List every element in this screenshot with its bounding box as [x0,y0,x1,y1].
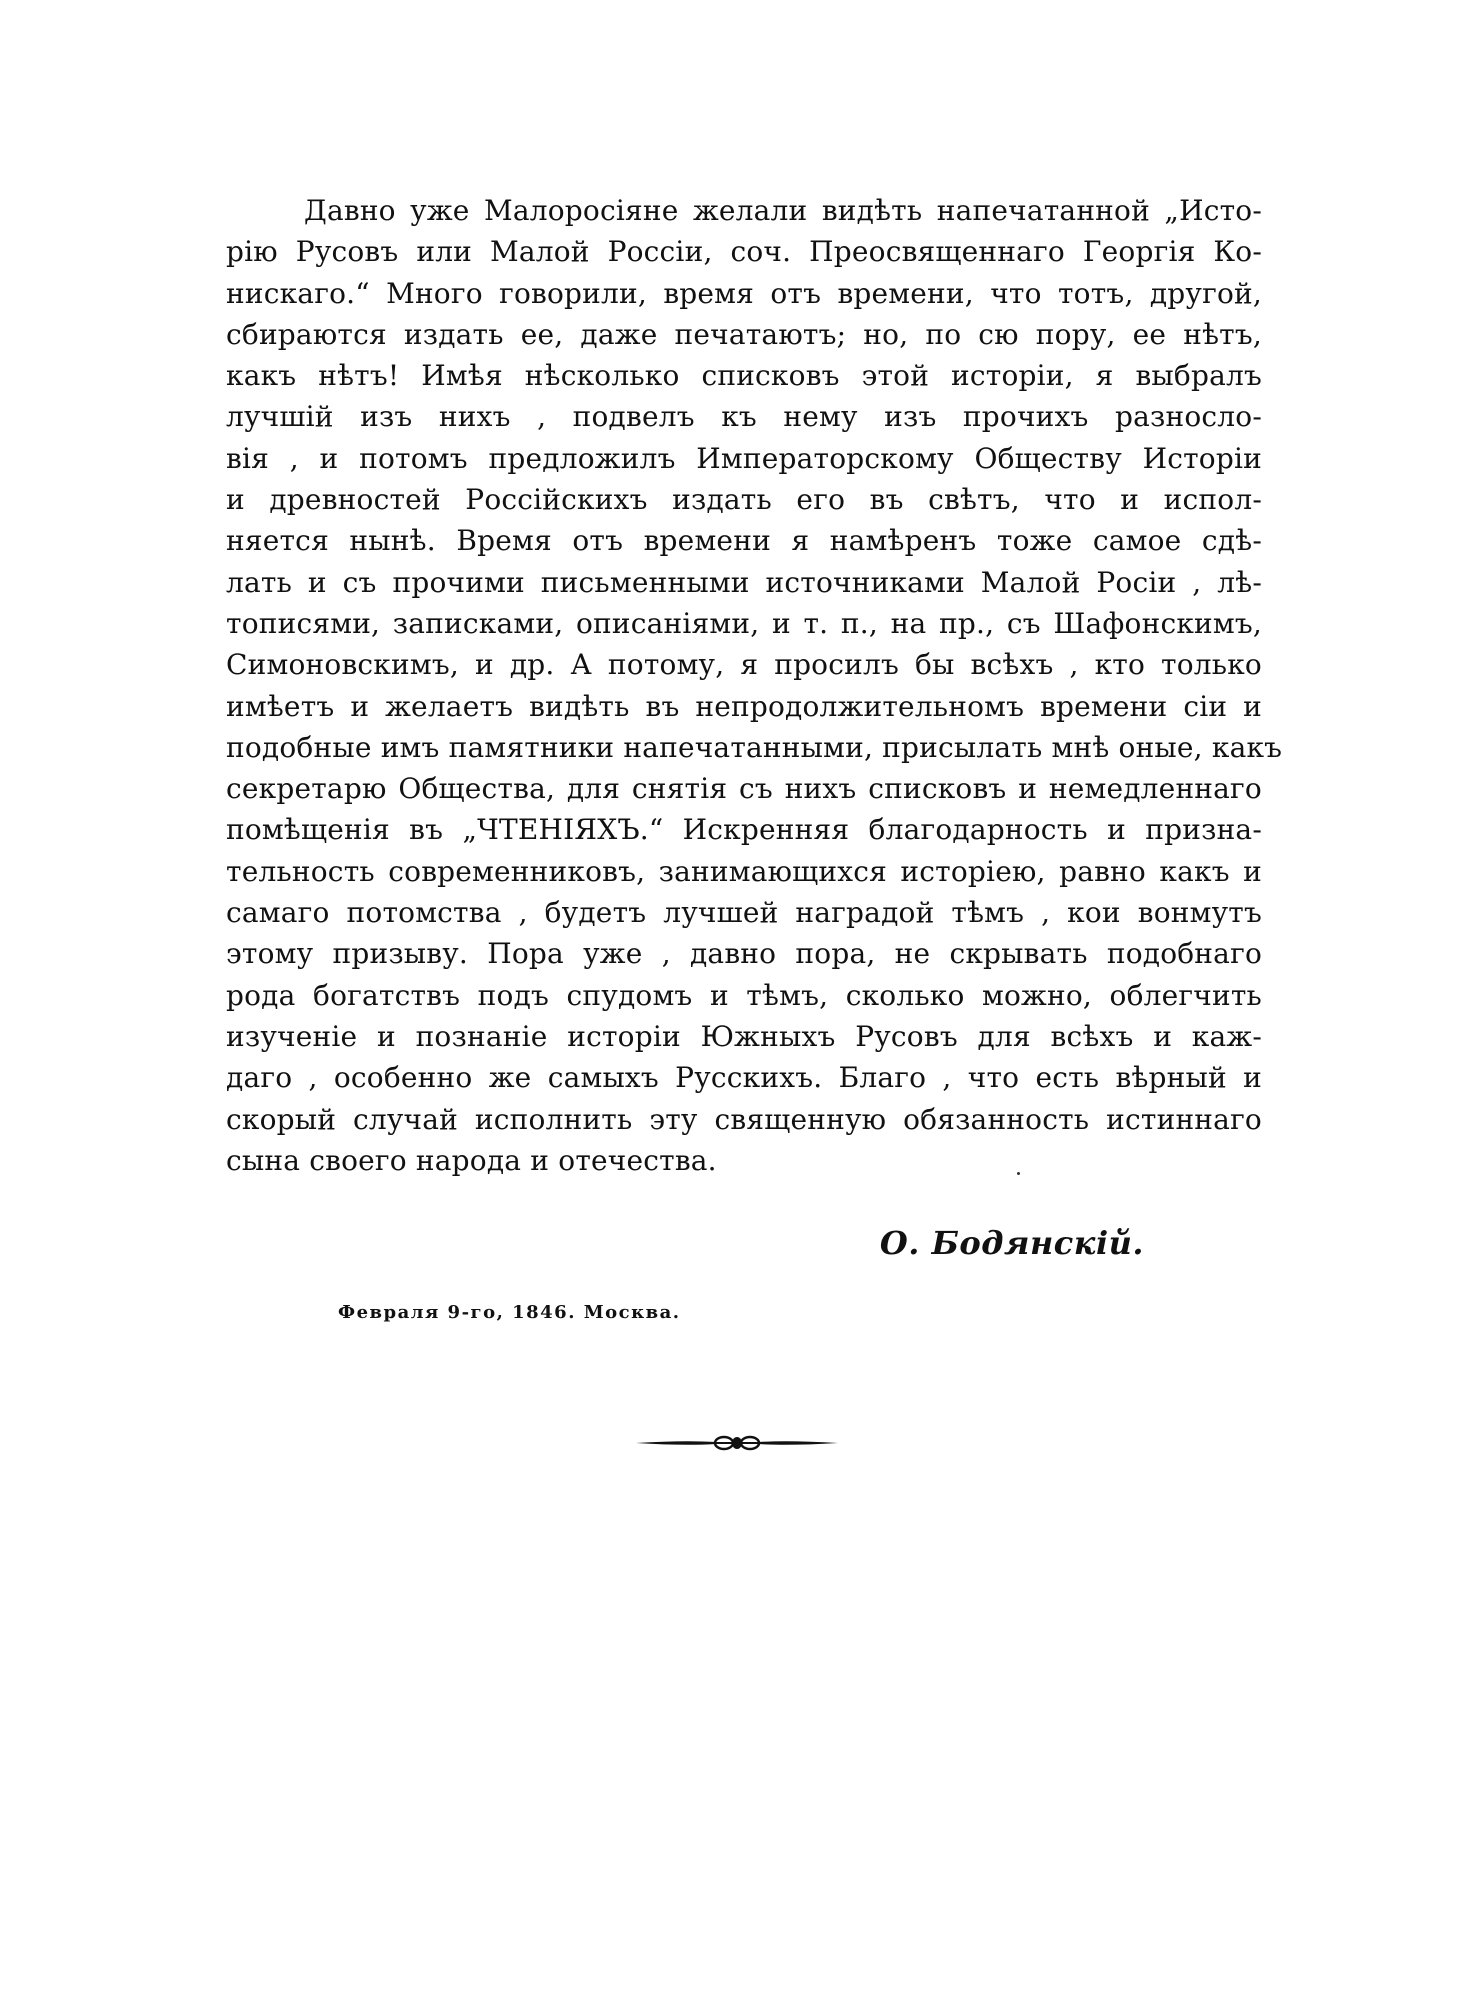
text-line: нискаго.“ Много говорили, время отъ времени, что тотъ, другой, [226,276,1262,310]
text-line: самаго потомства , будетъ лучшей наградой тѣмъ , кои вонмутъ [226,896,1262,930]
text-line: сбираются издать ее, даже печатаютъ; но, по сю пору, ее нѣтъ, [226,317,1262,351]
text-line: имѣетъ и желаетъ видѣть въ непродолжительномъ времени сіи и [226,689,1262,723]
text-line: вія , и потомъ предложилъ Императорскому Обществу Исторіи [226,441,1262,475]
text-line: скорый случай исполнить эту священную обязанность истиннаго [226,1102,1262,1136]
text-line: даго , особенно же самыхъ Русскихъ. Благо , что есть вѣрный и [226,1061,1262,1095]
text-line: помѣщенія въ „ЧТЕНІЯХЪ.“ Искренняя благодарность и призна- [226,813,1262,847]
text-line: рода богатствъ подъ спудомъ и тѣмъ, сколько можно, облегчить [226,978,1262,1012]
ornament-divider-icon [634,1430,840,1456]
text-line: изученіе и познаніе исторіи Южныхъ Русовъ для всѣхъ и каж- [226,1019,1262,1053]
text-line: Давно уже Малоросіяне желали видѣть напечатанной „Исто- [304,194,1262,227]
text-line: няется нынѣ. Время отъ времени я намѣренъ тоже самое сдѣ- [226,524,1262,558]
text-line: Симоновскимъ, и др. А потому, я просилъ бы всѣхъ , кто только [226,648,1262,682]
text-line: какъ нѣтъ! Имѣя нѣсколько списковъ этой исторіи, я выбралъ [226,359,1262,393]
text-line: секретарю Общества, для снятія съ нихъ списковъ и немедленнаго [226,772,1262,806]
text-line: тописями, записками, описаніями, и т. п., на пр., съ Шафонскимъ, [226,606,1262,640]
ink-speck [1017,1172,1020,1175]
text-line: лучшій изъ нихъ , подвелъ къ нему изъ прочихъ разносло- [226,400,1262,434]
text-line: рію Русовъ или Малой Россіи, соч. Преосвященнаго Георгія Ко- [226,235,1262,269]
dateline: Февраля 9-го, 1846. Москва. [338,1302,681,1323]
text-line: подобные имъ памятники напечатанными, присылать мнѣ оные, какъ [226,730,1283,764]
text-line: лать и съ прочими письменными источниками Малой Росіи , лѣ- [226,565,1262,599]
preface-text [226,190,1283,1181]
text-line: этому призыву. Пора уже , давно пора, не скрывать подобнаго [226,937,1262,971]
text-line: сына своего народа и отечества. [226,1143,717,1177]
text-line: и древностей Россійскихъ издать его въ свѣтъ, что и испол- [226,483,1262,517]
author-signature: О. Бодянскій. [879,1224,1144,1262]
text-line: тельность современниковъ, занимающихся исторіею, равно какъ и [226,854,1262,888]
